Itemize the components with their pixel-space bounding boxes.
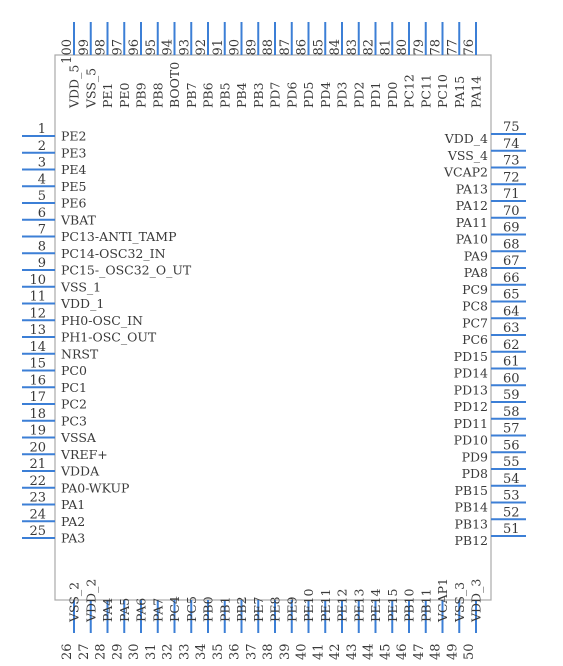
pin-label: PE15 (384, 588, 400, 622)
pin-number: 7 (37, 222, 46, 238)
pin-label: PD5 (301, 81, 316, 108)
pin-1 (22, 122, 87, 144)
pin-label: PC0 (61, 363, 87, 378)
pin-label: PA0-WKUP (61, 480, 130, 496)
pin-number: 60 (503, 371, 520, 387)
pin-number: 13 (29, 323, 46, 338)
pin-label: PB3 (250, 82, 266, 108)
pin-number: 92 (194, 39, 209, 56)
pin-number: 50 (462, 643, 477, 660)
pin-number: 74 (503, 136, 520, 152)
pin-number: 12 (29, 306, 46, 322)
pin-number: 84 (328, 39, 343, 56)
pin-label: PD13 (453, 382, 488, 398)
pin-number: 25 (29, 524, 46, 539)
pin-number: 95 (143, 39, 159, 56)
pin-label: PD7 (267, 81, 283, 108)
pin-number: 40 (294, 643, 310, 660)
pin-number: 45 (378, 643, 394, 660)
pin-number: 85 (311, 39, 327, 56)
pin-number: 98 (93, 39, 109, 56)
pin-number: 66 (503, 270, 520, 286)
pin-number: 72 (503, 170, 520, 186)
pin-number: 20 (29, 440, 46, 456)
pin-number: 57 (503, 421, 520, 437)
pin-label: VCAP2 (444, 164, 488, 180)
pin-label: PH0-OSC_IN (61, 312, 143, 328)
pin-label: PA2 (61, 513, 86, 529)
pin-number: 8 (37, 239, 46, 255)
pin-label: PB14 (454, 499, 488, 515)
pin-label: VDDA (61, 463, 100, 479)
pin-label: PE13 (351, 588, 367, 622)
pin-label: VDD_5 (66, 64, 82, 108)
pin-number: 67 (503, 254, 520, 269)
pin-number: 1 (37, 122, 46, 137)
pin-label: PE10 (301, 588, 316, 622)
pin-number: 41 (311, 643, 327, 660)
pin-label: PA8 (463, 265, 488, 280)
pin-label: PE12 (334, 588, 350, 622)
pin-number: 19 (29, 423, 46, 439)
pin-label: PA10 (455, 231, 488, 247)
pin-number: 42 (328, 643, 343, 660)
pin-number: 34 (194, 643, 209, 660)
pin-number: 6 (37, 205, 46, 221)
pin-label: PE7 (250, 596, 266, 622)
pin-number: 37 (244, 643, 260, 660)
pin-label: PC5 (183, 596, 199, 622)
pin-label: PE4 (61, 162, 87, 177)
pin-number: 71 (503, 187, 520, 202)
pin-label: VSS_2 (66, 581, 82, 622)
pin-number: 96 (127, 39, 142, 56)
pin-label: PC6 (462, 332, 488, 347)
pin-number: 23 (29, 490, 46, 506)
pin-label: VREF+ (61, 446, 108, 462)
pin-number: 36 (227, 643, 243, 660)
pin-number: 100 (60, 39, 75, 64)
pin-label: VSS_5 (83, 67, 99, 108)
bottom-pin-group (60, 578, 484, 660)
pin-number: 3 (37, 155, 46, 171)
pin-label: PD14 (453, 365, 488, 381)
pin-number: 53 (503, 488, 520, 504)
pin-label: PH1-OSC_OUT (61, 329, 157, 345)
pin-label: VSS_1 (61, 279, 102, 295)
pin-number: 33 (177, 643, 193, 660)
pin-number: 65 (503, 287, 520, 303)
pin-label: VDD_3 (468, 578, 484, 622)
pin-number: 63 (503, 321, 520, 336)
pin-number: 59 (503, 388, 520, 403)
pin-label: PB8 (150, 82, 166, 108)
pin-number: 64 (503, 304, 520, 320)
pin-number: 29 (110, 643, 126, 660)
pin-label: PD6 (284, 81, 300, 108)
pin-number: 58 (503, 404, 520, 420)
pin-label: PE2 (61, 128, 87, 144)
pin-label: VSS_3 (451, 581, 467, 622)
pin-label: PD11 (453, 415, 488, 431)
pin-label: PE1 (100, 82, 115, 108)
pin-number: 69 (503, 220, 520, 236)
pin-label: PA5 (116, 597, 132, 622)
pin-number: 26 (60, 643, 75, 660)
pin-number: 9 (37, 256, 46, 271)
pin-number: 80 (395, 39, 410, 56)
pin-label: VDD_1 (61, 296, 105, 311)
pin-number: 38 (261, 643, 276, 660)
pin-number: 89 (244, 39, 260, 56)
pin-number: 77 (445, 39, 461, 56)
pin-number: 43 (344, 643, 360, 660)
pin-number: 99 (76, 39, 92, 56)
pin-label: PB11 (418, 588, 434, 622)
pin-label: PA6 (133, 597, 149, 622)
pin-number: 11 (29, 289, 46, 305)
pin-label: PC1 (61, 379, 87, 395)
pin-number: 62 (503, 337, 520, 353)
pin-number: 15 (29, 356, 46, 372)
pin-number: 17 (29, 390, 46, 405)
pin-number: 32 (160, 643, 176, 660)
pin-number: 81 (378, 39, 394, 56)
pin-label: PC15-_OSC32_O_UT (61, 262, 192, 278)
pin-number: 86 (294, 39, 310, 56)
pin-label: PD0 (384, 81, 400, 108)
pin-label: VDD_4 (444, 131, 488, 146)
pin-100 (60, 22, 82, 109)
pin-number: 2 (37, 138, 46, 154)
pin-label: PE8 (267, 596, 283, 622)
pin-label: PC11 (418, 74, 434, 108)
pin-label: PA15 (451, 75, 467, 108)
pin-number: 76 (462, 39, 477, 56)
pin-label: PC4 (167, 596, 182, 622)
pin-label: VDD_2 (83, 578, 99, 622)
pin-number: 78 (428, 39, 444, 56)
pin-label: PD2 (351, 81, 367, 108)
pin-number: 22 (29, 473, 46, 489)
pin-number: 27 (76, 643, 92, 660)
pin-label: PD8 (461, 466, 488, 481)
pin-label: VSSA (61, 430, 96, 445)
pin-label: PC14-OSC32_IN (61, 245, 166, 261)
pin-number: 18 (29, 406, 46, 422)
pin-label: PE9 (284, 596, 300, 622)
pin-label: PA13 (455, 181, 488, 197)
pin-number: 21 (29, 457, 46, 472)
pin-label: PA12 (455, 198, 488, 213)
pin-label: VCAP1 (435, 578, 450, 622)
pin-label: PD9 (461, 449, 488, 465)
pin-label: PB13 (454, 516, 488, 532)
pin-number: 51 (503, 522, 520, 537)
pin-label: PC13-ANTI_TAMP (61, 229, 177, 244)
pin-label: PB9 (133, 82, 149, 108)
pin-label: PC10 (435, 74, 450, 108)
pin-label: PC12 (401, 74, 417, 108)
pin-label: PD4 (317, 81, 333, 108)
pin-label: PC9 (462, 281, 488, 297)
pin-label: PE0 (116, 82, 132, 108)
pin-label: VBAT (61, 212, 96, 228)
pin-number: 93 (177, 39, 193, 56)
pin-label: PD10 (453, 432, 488, 448)
pin-label: PB1 (217, 596, 233, 622)
pin-number: 28 (93, 643, 109, 660)
pin-number: 14 (29, 339, 46, 355)
pin-label: PC2 (61, 396, 87, 412)
pin-number: 73 (503, 153, 520, 169)
pin-number: 97 (110, 39, 126, 56)
pin-label: PC8 (462, 298, 488, 314)
pin-number: 61 (503, 354, 520, 370)
pin-label: PA14 (468, 75, 484, 108)
pin-label: PA3 (61, 530, 86, 546)
pin-number: 39 (277, 643, 293, 660)
pin-label: VSS_4 (447, 147, 488, 163)
pin-label: BOOT0 (167, 61, 182, 108)
pin-label: PA9 (463, 248, 488, 264)
pin-number: 16 (29, 373, 46, 389)
pin-number: 70 (503, 203, 520, 219)
pin-label: PE3 (61, 145, 87, 161)
pin-number: 24 (29, 507, 46, 523)
pin-label: PC7 (462, 315, 488, 331)
pin-label: PB4 (234, 82, 249, 108)
pin-number: 88 (261, 39, 276, 56)
pin-label: PC3 (61, 413, 87, 429)
pin-label: PA11 (455, 214, 488, 230)
pin-number: 90 (227, 39, 243, 56)
pin-number: 4 (37, 172, 46, 188)
pin-number: 83 (344, 39, 360, 56)
pin-label: PD12 (453, 399, 488, 414)
pin-label: PA7 (150, 597, 166, 622)
pin-number: 55 (503, 455, 520, 470)
pin-label: PE14 (368, 588, 383, 622)
pin-number: 31 (143, 643, 159, 660)
pin-label: PB0 (200, 596, 216, 622)
pin-label: PA4 (100, 597, 115, 622)
pin-label: PD3 (334, 81, 350, 108)
pin-number: 79 (411, 39, 427, 56)
pin-number: 46 (395, 643, 410, 660)
pin-label: PA1 (61, 497, 86, 512)
pin-label: PE11 (317, 588, 333, 622)
pin-number: 94 (160, 39, 176, 56)
pin-number: 54 (503, 471, 520, 487)
pin-number: 49 (445, 643, 461, 660)
pin-number: 44 (361, 643, 377, 660)
pin-number: 47 (411, 643, 427, 660)
pin-label: PB2 (234, 596, 249, 622)
pin-label: PB15 (454, 482, 488, 498)
pin-number: 75 (503, 120, 520, 135)
top-pin-group (60, 22, 484, 109)
pin-number: 56 (503, 438, 520, 454)
pin-label: NRST (61, 346, 99, 362)
pin-label: PB6 (200, 82, 216, 108)
pin-number: 68 (503, 237, 520, 253)
pin-number: 5 (37, 189, 46, 204)
left-pin-group (22, 122, 192, 546)
pin-number: 82 (361, 39, 377, 56)
pin-number: 91 (210, 39, 226, 56)
pin-label: PB10 (401, 588, 417, 622)
pin-number: 87 (277, 39, 293, 56)
pin-number: 52 (503, 505, 520, 521)
right-pin-group (443, 120, 526, 548)
pin-number: 30 (127, 643, 142, 660)
pin-label: PE6 (61, 195, 87, 211)
pin-label: PD15 (453, 348, 488, 364)
pin-label: PB5 (217, 82, 233, 108)
pin-number: 10 (29, 272, 46, 288)
pin-label: PB12 (454, 533, 488, 548)
pin-number: 35 (210, 643, 226, 660)
pin-label: PE5 (61, 178, 87, 194)
pin-label: PD1 (368, 81, 383, 108)
pin-label: PB7 (183, 82, 199, 108)
pin-number: 48 (428, 643, 444, 660)
